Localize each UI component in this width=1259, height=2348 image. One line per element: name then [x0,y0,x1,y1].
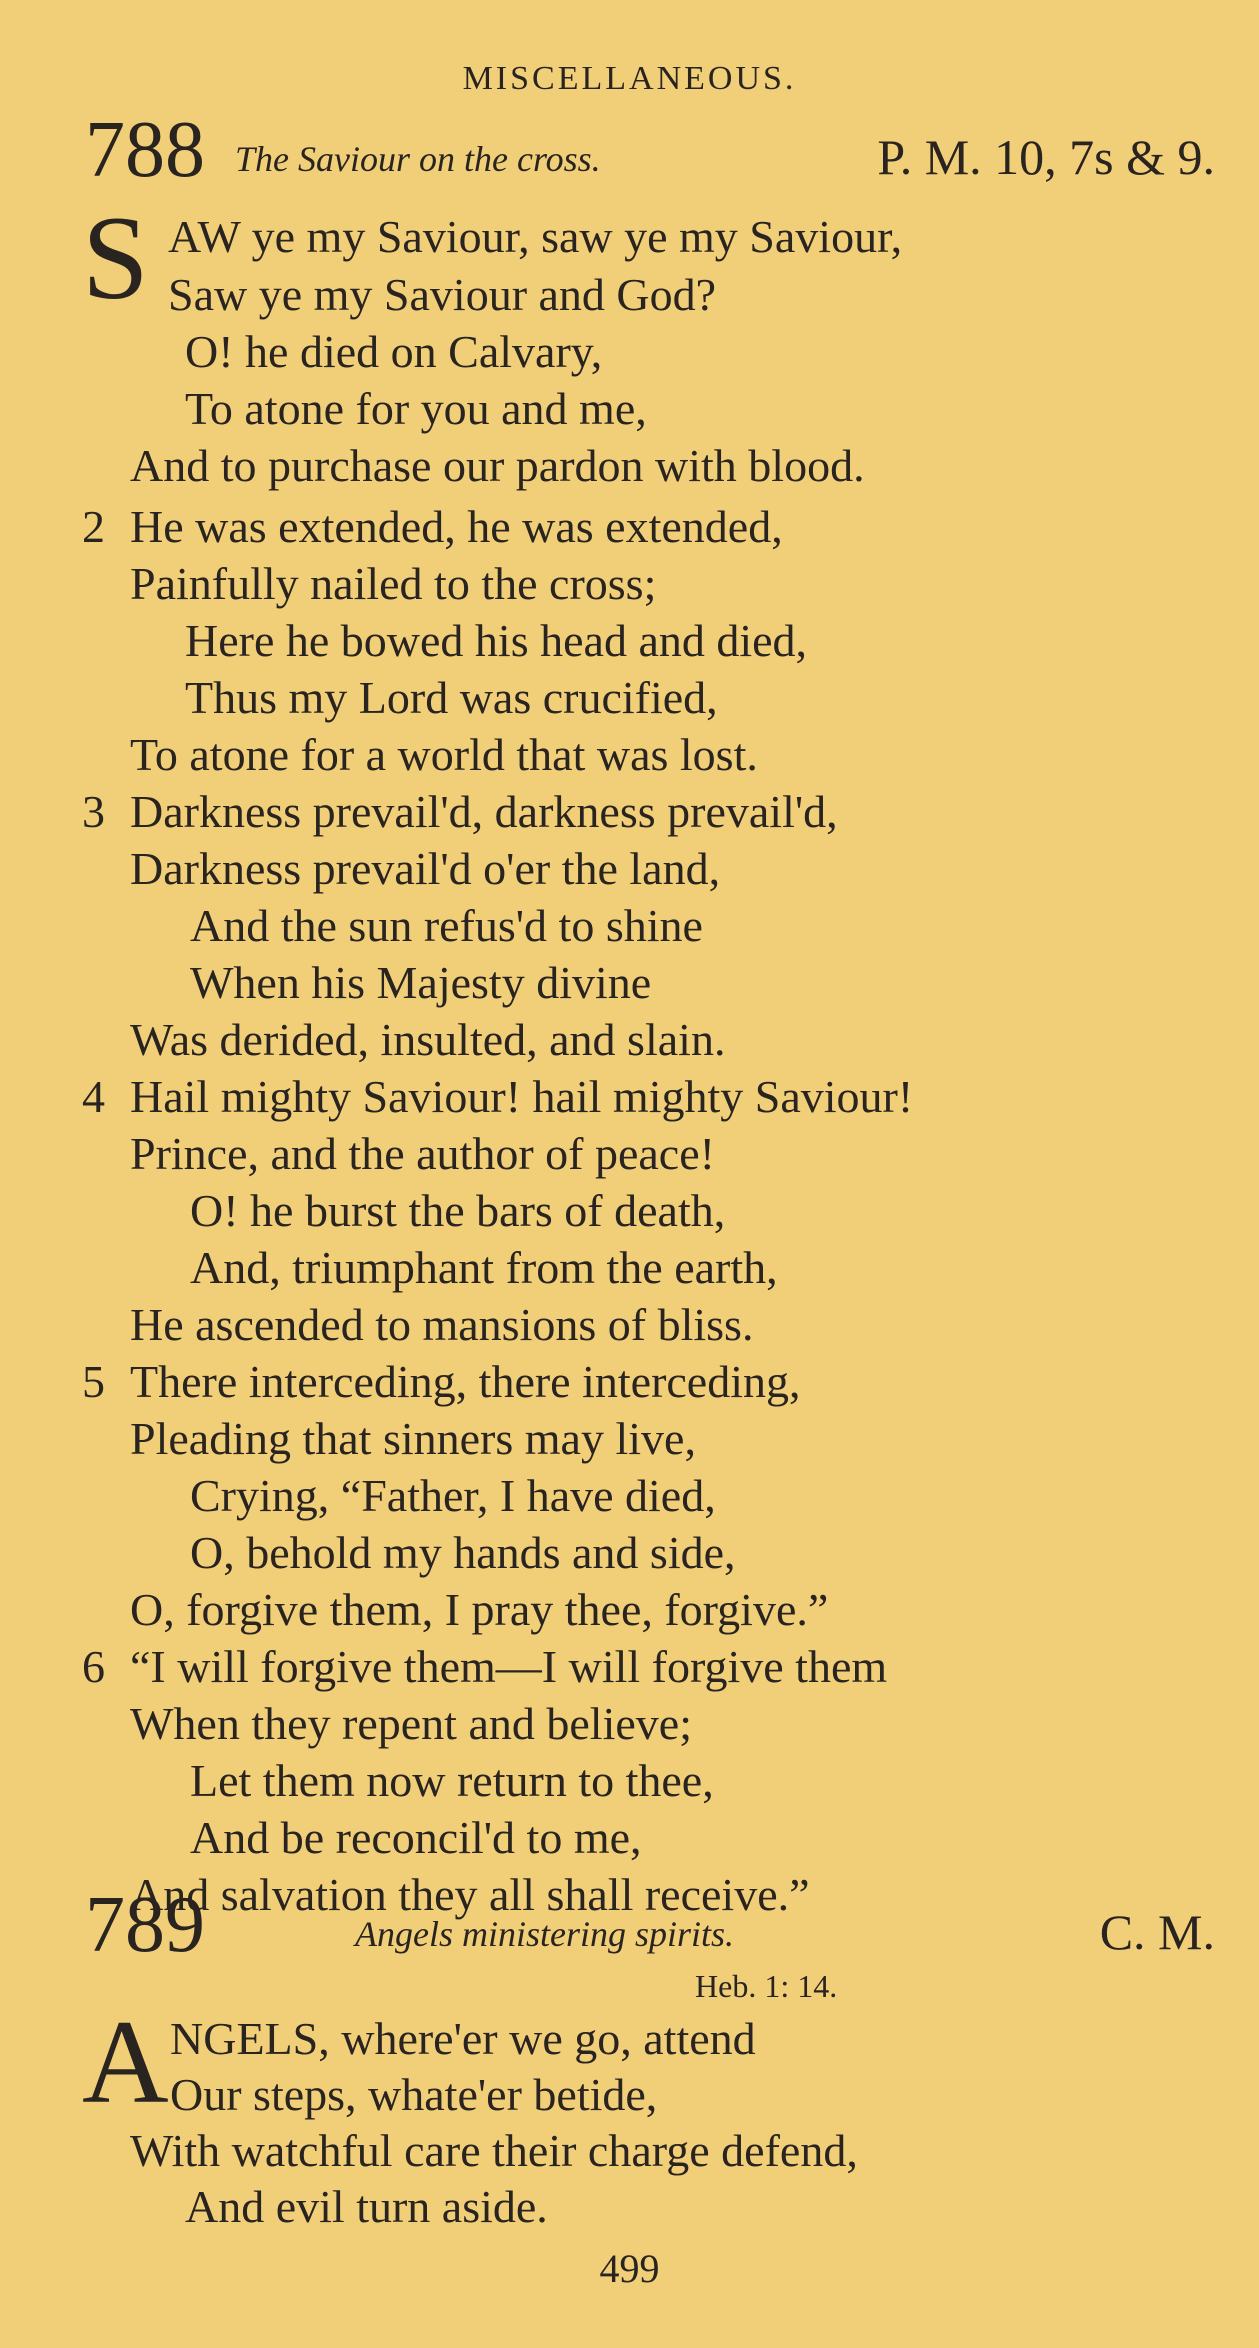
hymn-line: Was derided, insulted, and slain. [130,1014,726,1065]
stanza-number: 4 [82,1071,105,1122]
hymn-line: Painfully nailed to the cross; [130,558,657,609]
hymn-line: To atone for you and me, [185,383,647,434]
hymn-line: And evil turn aside. [185,2181,548,2232]
hymn-meter: C. M. [1099,1904,1215,1960]
hymn-line: O! he died on Calvary, [185,326,603,377]
stanza-number: 6 [82,1641,105,1692]
stanza-number: 3 [82,786,105,837]
drop-cap: S [82,191,149,324]
hymn-header-789 [85,1881,1215,1969]
hymn-line: And the sun refus'd to shine [190,900,703,951]
hymn-line: Let them now return to thee, [190,1755,714,1806]
hymn-line: Our steps, whate'er betide, [170,2069,658,2120]
hymn-line: Pleading that sinners may live, [130,1413,696,1464]
hymn-line: When his Majesty divine [190,957,652,1008]
hymn-line: O, forgive them, I pray thee, forgive.” [130,1584,829,1635]
hymn-line: O! he burst the bars of death, [190,1185,726,1236]
hymn-number: 789 [85,1881,205,1969]
hymn-line: Crying, “Father, I have died, [190,1470,716,1521]
hymn-line: There interceding, there interceding, [130,1356,801,1407]
hymn-line: “I will forgive them—I will forgive them [130,1641,888,1692]
hymn-line: And salvation they all shall receive.” [130,1869,810,1920]
hymn-line: With watchful care their charge defend, [130,2125,858,2176]
hymn-line: Thus my Lord was crucified, [185,672,718,723]
hymn-line: AW ye my Saviour, saw ye my Saviour, [168,211,903,262]
hymn-line: He ascended to mansions of bliss. [130,1299,754,1350]
hymn-line: Darkness prevail'd o'er the land, [130,843,721,894]
hymn-line: To atone for a world that was lost. [130,729,758,780]
hymn-line: He was extended, he was extended, [130,501,783,552]
hymn-line: And, triumphant from the earth, [190,1242,778,1293]
page-number: 499 [599,2246,660,2291]
hymn-line: O, behold my hands and side, [190,1527,736,1578]
hymn-line: And to purchase our pardon with blood. [130,440,865,491]
hymn-line: And be reconcil'd to me, [190,1812,642,1863]
hymn-line: When they repent and believe; [130,1698,692,1749]
hymn-line: Hail mighty Saviour! hail mighty Saviour! [130,1071,914,1122]
hymn-line: NGELS, where'er we go, attend [170,2013,756,2064]
scripture-reference: Heb. 1: 14. [695,1968,838,2004]
hymn-title: The Saviour on the cross. [235,139,601,179]
hymn-line: Darkness prevail'd, darkness prevail'd, [130,786,838,837]
hymn-line: Saw ye my Saviour and God? [168,269,717,320]
running-head: MISCELLANEOUS. [462,60,797,97]
hymn-meter: P. M. 10, 7s & 9. [877,129,1215,185]
hymn-line: Prince, and the author of peace! [130,1128,715,1179]
hymn-line: Here he bowed his head and died, [185,615,808,666]
hymn-header-788 [85,106,1215,194]
stanza-number: 2 [82,501,105,552]
hymn-number: 788 [85,106,205,194]
stanza-number: 5 [82,1356,105,1407]
drop-cap: A [82,1995,169,2128]
hymn-title: Angels ministering spirits. [355,1914,735,1954]
